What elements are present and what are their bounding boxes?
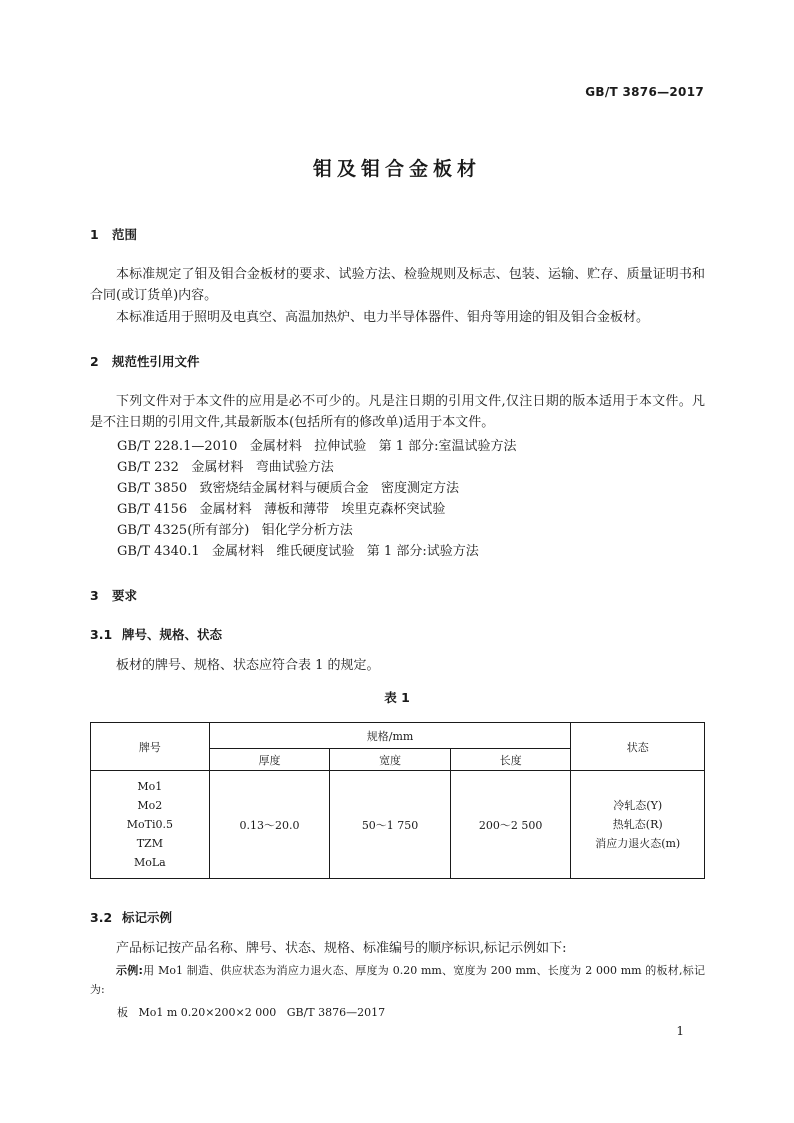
marking-line: 板 Mo1 m 0.20×200×2 000 GB/T 3876—2017 (117, 1006, 386, 1019)
spec-table (90, 722, 705, 879)
example-text: 用 Mo1 制造、供应状态为消应力退火态、厚度为 0.20 mm、宽度为 200 mm、长度为 2 000 mm 的板材,标记为: (90, 964, 705, 996)
reference-item: GB/T 4156 金属材料 薄板和薄带 埃里克森杯突试验 (117, 502, 446, 517)
reference-item: GB/T 3850 致密烧结金属材料与硬质合金 密度测定方法 (117, 481, 459, 496)
thickness-cell: 0.13～20.0 (209, 771, 330, 879)
section-title: 标记示例 (122, 910, 173, 925)
grade-item: Mo1 (137, 780, 163, 793)
section-number: 3.2 (90, 910, 113, 925)
reference-item: GB/T 4325(所有部分) 钼化学分析方法 (117, 523, 353, 538)
section-3-heading (90, 586, 137, 604)
state-item: 热轧态(R) (612, 818, 663, 831)
header-length: 长度 (450, 749, 571, 771)
grade-item: MoTi0.5 (126, 818, 173, 831)
reference-item: GB/T 232 金属材料 弯曲试验方法 (117, 460, 334, 475)
grade-item: TZM (136, 837, 163, 850)
section-3-2-text: 产品标记按产品名称、牌号、状态、规格、标准编号的顺序标识,标记示例如下: (116, 941, 567, 956)
grades-cell (91, 771, 210, 879)
marking-example (90, 961, 705, 999)
section-title: 要求 (112, 588, 138, 603)
states-cell (571, 771, 705, 879)
page-number: 1 (676, 1024, 684, 1038)
section-title: 范围 (112, 227, 138, 242)
reference-item: GB/T 4340.1 金属材料 维氏硬度试验 第 1 部分:试验方法 (117, 544, 479, 559)
section-3-1-text: 板材的牌号、规格、状态应符合表 1 的规定。 (116, 658, 380, 673)
section-1-paragraph-2: 本标准适用于照明及电真空、高温加热炉、电力半导体器件、钼舟等用途的钼及钼合金板材。 (116, 310, 650, 325)
section-1-paragraph-1: 本标准规定了钼及钼合金板材的要求、试验方法、检验规则及标志、包装、运输、贮存、质量证明书和合同(或订货单)内容。 (90, 267, 705, 303)
header-thickness: 厚度 (209, 749, 330, 771)
header-grade: 牌号 (91, 723, 210, 771)
state-item: 消应力退火态(m) (595, 837, 681, 850)
grade-item: MoLa (133, 856, 166, 869)
table-caption: 表 1 (384, 690, 410, 705)
section-title: 规范性引用文件 (112, 354, 200, 369)
section-1-heading (90, 225, 137, 243)
header-width: 宽度 (330, 749, 451, 771)
section-number: 1 (90, 227, 99, 242)
section-title: 牌号、规格、状态 (122, 627, 223, 642)
reference-item: GB/T 228.1—2010 金属材料 拉伸试验 第 1 部分:室温试验方法 (117, 439, 517, 454)
section-3-1-heading (90, 625, 222, 643)
section-2-intro: 下列文件对于本文件的应用是必不可少的。凡是注日期的引用文件,仅注日期的版本适用于本文件。凡是不注日期的引用文件,其最新版本(包括所有的修改单)适用于本文件。 (90, 394, 705, 430)
section-3-2-heading (90, 908, 172, 926)
section-2-heading (90, 352, 200, 370)
section-number: 3 (90, 588, 99, 603)
example-label: 示例: (116, 964, 143, 977)
section-number: 3.1 (90, 627, 113, 642)
standard-number: GB/T 3876—2017 (585, 85, 704, 99)
section-number: 2 (90, 354, 99, 369)
header-state: 状态 (571, 723, 705, 771)
width-cell: 50～1 750 (330, 771, 451, 879)
length-cell: 200～2 500 (450, 771, 571, 879)
header-spec: 规格/mm (209, 723, 571, 749)
page-title: 钼及钼合金板材 (312, 158, 481, 180)
state-item: 冷轧态(Y) (613, 799, 663, 812)
grade-item: Mo2 (137, 799, 163, 812)
